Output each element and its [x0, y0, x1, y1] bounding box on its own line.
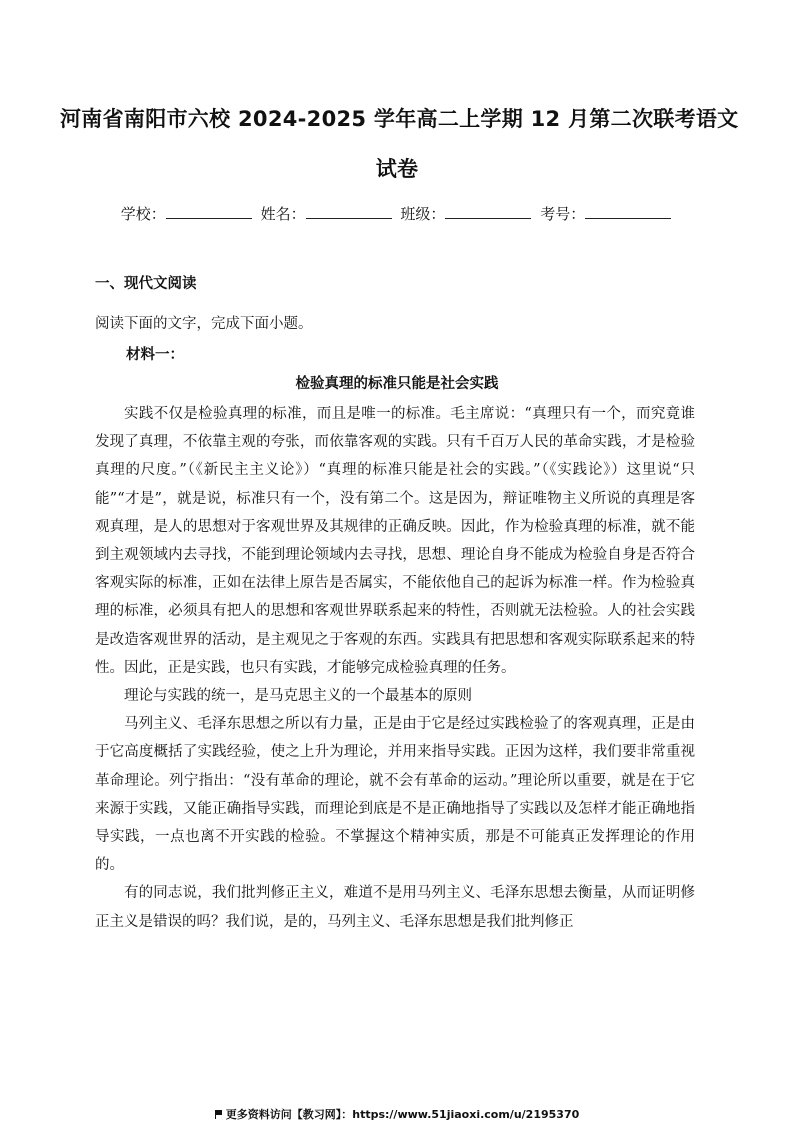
paragraph: 马列主义、毛泽东思想之所以有力量，正是由于它是经过实践检验了的客观真理，正是由于它高度概括了实践经验，使之上升为理论，并用来指导实践。正因为这样，我们要非常重视革命理论。列宁指出：“没有革命的理论，就不会有革命的运动。”理论所以重要，就是在于它来源于实践，又能正确指导实践，而理论到底是不是正确地指导了实践以及怎样才能正确地指导实践，一点也离不开实践的检验。不掌握这个精神实质，那是不可能真正发挥理论的作用的。 [95, 716, 695, 874]
class-label: 班级： [400, 205, 446, 223]
student-info-row [0, 203, 794, 224]
material-label: 材料一： [126, 346, 184, 363]
paragraph-subheading: 理论与实践的统一，是马克思主义的一个最基本的原则 [124, 688, 472, 705]
paragraph: 实践不仅是检验真理的标准，而且是唯一的标准。毛主席说：“真理只有一个，而究竟谁发现了真理，不依靠主观的夸张，而依靠客观的实践。只有千百万人民的革命实践，才是检验真理的尺度。”（《新民主主义论》）“真理的标准只能是社会的实践。”（《实践论》）这里说“只能”“才是”，就是说，标准只有一个，没有第二个。这是因为，辩证唯物主义所说的真理是客观真理，是人的思想对于客观世界及其规律的正确反映。因此，作为检验真理的标准，就不能到主观领域内去寻找，不能到理论领域内去寻找，思想、理论自身不能成为检验自身是否符合客观实际的标准，正如在法律上原告是否属实，不能依他自己的起诉为标准一样。作为检验真理的标准，必须具有把人的思想和客观世界联系起来的特性，否则就无法检验。人的社会实践是改造客观世界的活动，是主观见之于客观的东西。实践具有把思想和客观实际联系起来的特性。因此，正是实践，也只有实践，才能够完成检验真理的任务。 [95, 406, 695, 676]
name-blank[interactable] [306, 204, 392, 219]
exam-number-label: 考号： [540, 205, 586, 223]
exam-number-blank[interactable] [585, 204, 671, 219]
class-field[interactable] [400, 203, 533, 224]
footer-link[interactable]: https://www.51jiaoxi.com/u/2195370 [352, 1108, 580, 1121]
school-blank[interactable] [166, 204, 252, 219]
reading-instruction: 阅读下面的文字，完成下面小题。 [95, 316, 313, 332]
page-footer [0, 1106, 794, 1122]
exam-number-field[interactable] [540, 203, 673, 224]
flag-icon [215, 1110, 223, 1119]
article-title: 检验真理的标准只能是社会实践 [295, 375, 499, 392]
school-label: 学校： [120, 205, 166, 223]
footer-prefix: 更多资料访问【教习网】： [225, 1108, 353, 1121]
exam-title-line1: 河南省南阳市六校 2024-2025 学年高二上学期 12 月第二次联考语文 [60, 107, 739, 131]
class-blank[interactable] [445, 204, 531, 219]
article-body [95, 400, 695, 936]
name-field[interactable] [261, 203, 394, 224]
paragraph: 有的同志说，我们批判修正主义，难道不是用马列主义、毛泽东思想去衡量，从而证明修正主义是错误的吗？我们说，是的，马列主义、毛泽东思想是我们批判修正 [95, 885, 695, 930]
section-heading: 一、现代文阅读 [95, 276, 197, 292]
name-label: 姓名： [260, 205, 306, 223]
school-field[interactable] [121, 203, 254, 224]
exam-title-line2: 试卷 [375, 157, 419, 181]
